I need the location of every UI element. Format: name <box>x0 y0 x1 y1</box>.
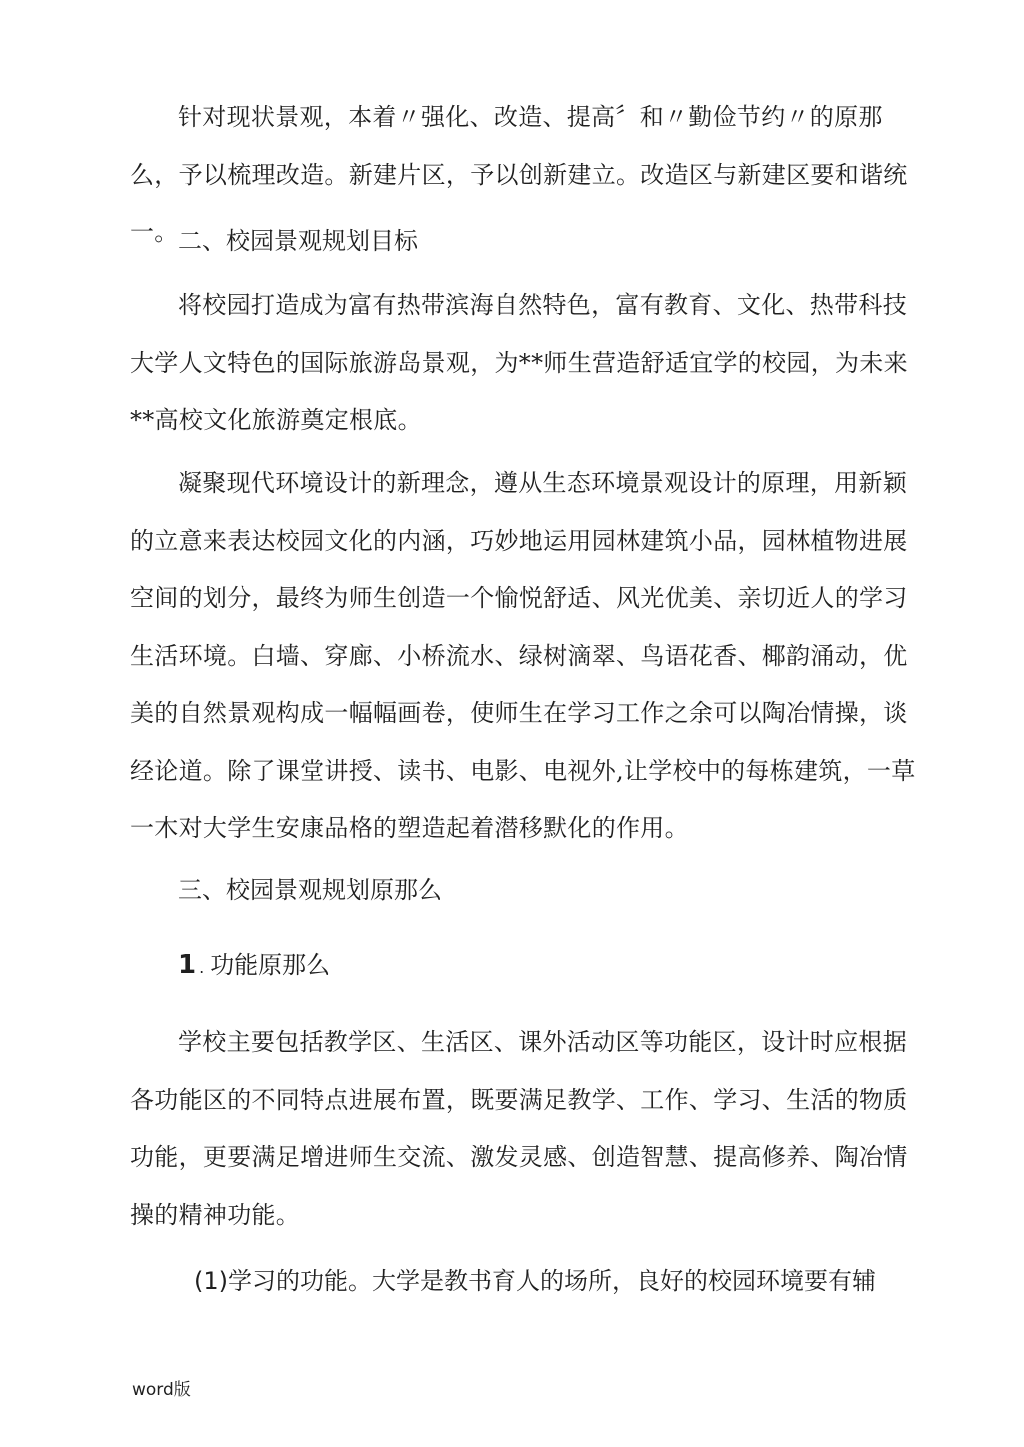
paragraph-2: 将校园打造成为富有热带滨海自然特色，富有教育、文化、热带科技大学人文特色的国际旅游岛景观，为**师生营造舒适宜学的校园，为未来**高校文化旅游奠定根底。 <box>130 291 908 434</box>
paragraph-4: 学校主要包括教学区、生活区、课外活动区等功能区，设计时应根据各功能区的不同特点进展布置，既要满足教学、工作、学习、生活的物质功能，更要满足增进师生交流、激发灵感、创造智慧、提高修养、陶冶情操的精神功能。 <box>130 1028 908 1229</box>
list-item-1 <box>194 1261 876 1301</box>
subsection-title: 功能原那么 <box>210 951 331 979</box>
paragraph-3: 凝聚现代环境设计的新理念，遵从生态环境景观设计的原理，用新颖的立意来表达校园文化的内涵，巧妙地运用园林建筑小品，园林植物进展空间的划分，最终为师生创造一个愉悦舒适、风光优美、亲切近人的学习生活环境。白墙、穿廊、小桥流水、绿树滴翠、鸟语花香、椰韵涌动，优美的自然景观构成一幅幅画卷，使师生在学习工作之余可以陶冶情操，谈经论道。除了课堂讲授、读书、电影、电视外,让学校中的每栋建筑，一草一木对大学生安康品格的塑造起着潜移默化的作用。 <box>130 469 916 842</box>
subsection-heading-1 <box>178 945 330 988</box>
section-heading-2: 二、校园景观规划目标 <box>178 227 418 255</box>
section-heading-3: 三、校园景观规划原那么 <box>178 876 442 904</box>
list-item-marker: (1) <box>194 1267 228 1295</box>
subsection-number: 1 <box>178 950 197 980</box>
list-item-text: 学习的功能。大学是教书育人的场所，良好的校园环境要有辅 <box>228 1267 876 1295</box>
footer-label: word版 <box>132 1380 191 1400</box>
paragraph-1: 针对现状景观，本着〃强化、改造、提高〞和〃勤俭节约〃的原那么，予以梳理改造。新建片区，予以创新建立。改造区与新建区要和谐统一。 <box>130 103 908 246</box>
subsection-separator: . <box>199 958 205 977</box>
